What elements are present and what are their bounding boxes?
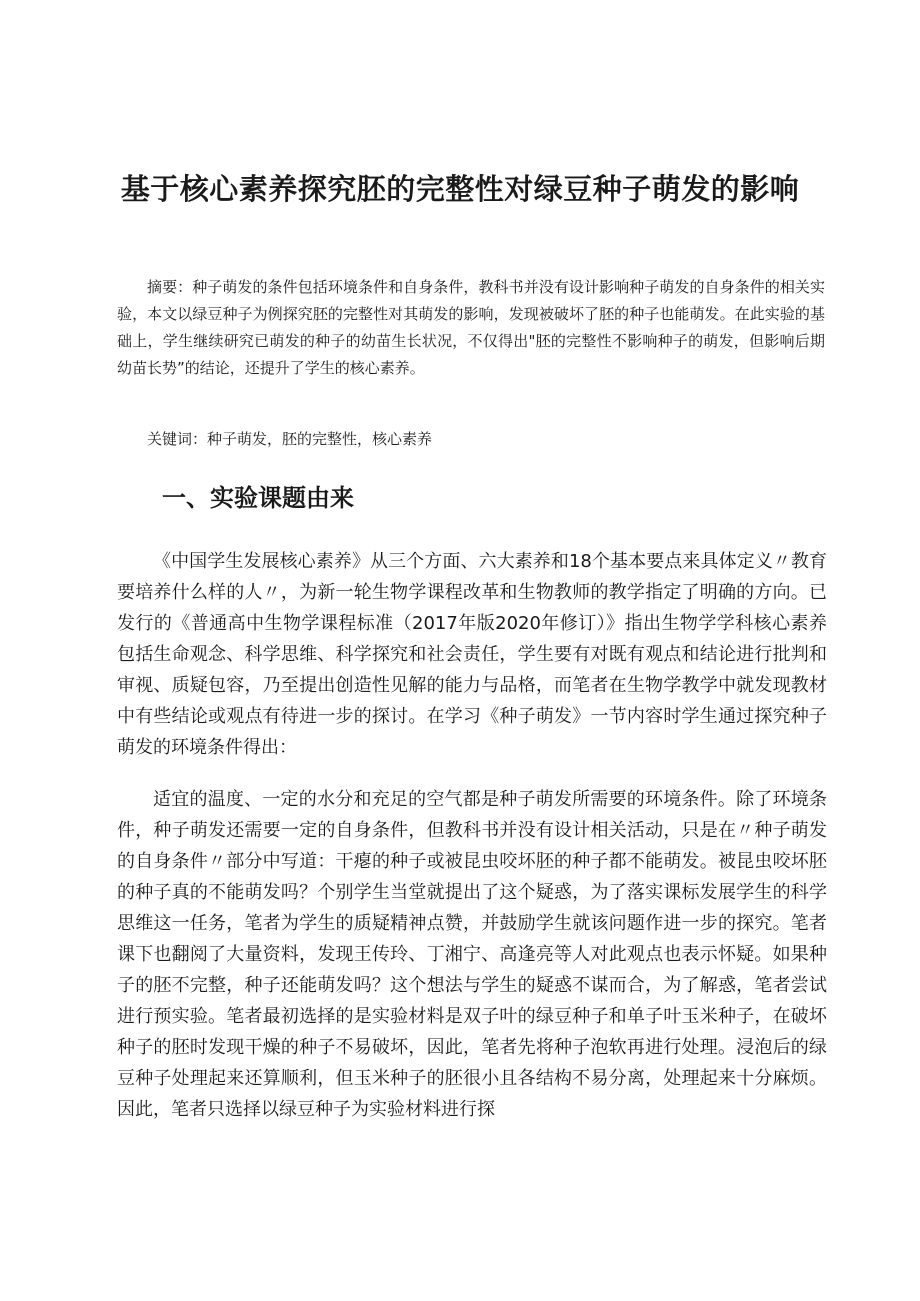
body-paragraph: 《中国学生发展核心素养》从三个方面、六大素养和18个基本要点来具体定义〃教育要培养什么样的人〃，为新一轮生物学课程改革和生物教师的教学指定了明确的方向。已发行的《普通高中生物学课程标准（2017年版2020年修订）》指出生物学学科核心素养包括生命观念、科学思维、科学探究和社会责任，学生要有对既有观点和结论进行批判和审视、质疑包容，乃至提出创造性见解的能力与品格，而笔者在生物学教学中就发现教材中有些结论或观点有待进一步的探讨。在学习《种子萌发》一节内容时学生通过探究种子萌发的环境条件得出： bbox=[117, 551, 827, 758]
document-title: 基于核心素养探究胚的完整性对绿豆种子萌发的影响 bbox=[120, 172, 800, 207]
body-paragraph: 适宜的温度、一定的水分和充足的空气都是种子萌发所需要的环境条件。除了环境条件，种子萌发还需要一定的自身条件，但教科书并没有设计相关活动，只是在〃种子萌发的自身条件〃部分中写道：干瘪的种子或被昆虫咬坏胚的种子都不能萌发。被昆虫咬坏胚的种子真的不能萌发吗？个别学生当堂就提出了这个疑惑，为了落实课标发展学生的科学思维这一任务，笔者为学生的质疑精神点赞，并鼓励学生就该问题作进一步的探究。笔者课下也翻阅了大量资料，发现王传玲、丁湘宁、高逢亮等人对此观点也表示怀疑。如果种子的胚不完整，种子还能萌发吗？这个想法与学生的疑惑不谋而合，为了解惑，笔者尝试进行预实验。笔者最初选择的是实验材料是双子叶的绿豆种子和单子叶玉米种子，在破坏种子的胚时发现干燥的种子不易破坏，因此，笔者先将种子泡软再进行处理。浸泡后的绿豆种子处理起来还算顺利，但玉米种子的胚很小且各结构不易分离，处理起来十分麻烦。因此，笔者只选择以绿豆种子为实验材料进行探 bbox=[117, 789, 827, 1120]
abstract-paragraph: 摘要：种子萌发的条件包括环境条件和自身条件，教科书并没有设计影响种子萌发的自身条件的相关实验，本文以绿豆种子为例探究胚的完整性对其萌发的影响，发现被破坏了胚的种子也能萌发。在此实验的基础上，学生继续研究已萌发的种子的幼苗生长状况，不仅得出"胚的完整性不影响种子的萌发，但影响后期幼苗长势”的结论，还提升了学生的核心素养。 bbox=[117, 278, 825, 377]
keywords-line: 关键词：种子萌发，胚的完整性，核心素养 bbox=[147, 430, 433, 448]
section-heading: 一、实验课题由来 bbox=[162, 483, 354, 512]
